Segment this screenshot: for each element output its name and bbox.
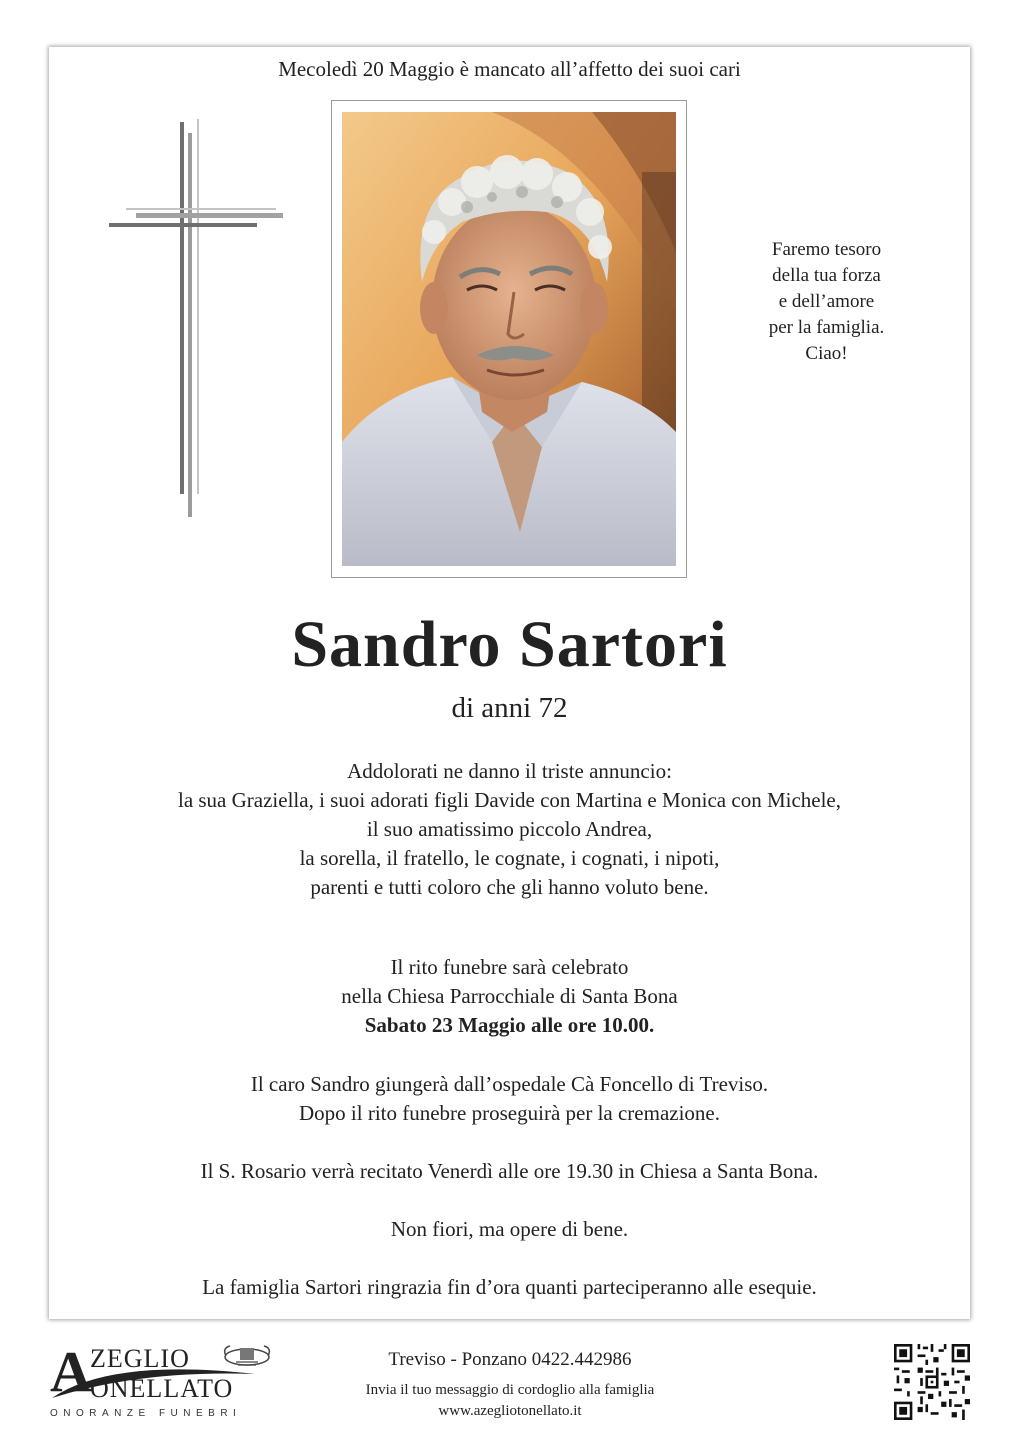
logo-subtitle: ONORANZE FUNEBRI — [50, 1408, 242, 1419]
funeral-location: nella Chiesa Parrocchiale di Santa Bona — [341, 984, 678, 1008]
memorial-quote — [739, 237, 914, 367]
deceased-age: di anni 72 — [451, 692, 568, 724]
logo-word-2: ONELLATO — [90, 1374, 234, 1403]
quote-line: Faremo tesoro — [771, 239, 882, 260]
flowers-text: Non fiori, ma opere di bene. — [390, 1217, 629, 1241]
obituary-sheet — [49, 47, 970, 1319]
quote-line: Ciao! — [805, 343, 848, 364]
quote-line: e dell’amore — [778, 291, 875, 312]
deceased-name: Sandro Sartori — [291, 608, 728, 681]
cross-icon — [109, 119, 284, 519]
portrait-photo — [342, 112, 676, 566]
portrait-frame — [331, 100, 687, 578]
coat-of-arms-icon — [218, 1342, 276, 1368]
mourners-line: parenti e tutti coloro che gli hanno voluto bene. — [310, 875, 709, 899]
funeral-paragraph — [49, 953, 970, 1040]
logo-initial: A — [50, 1339, 92, 1404]
quote-line: per la famiglia. — [768, 317, 885, 338]
thanks-text: La famiglia Sartori ringrazia fin d’ora quanti parteciperanno alle esequie. — [202, 1275, 817, 1299]
intro-text: Mecoledì 20 Maggio è mancato all’affetto dei suoi cari — [278, 57, 741, 81]
mourners-line: la sua Graziella, i suoi adorati figli Davide con Martina e Monica con Michele, — [177, 788, 842, 812]
arrival-line: Dopo il rito funebre proseguirà per la cremazione. — [299, 1101, 720, 1125]
qr-code-icon[interactable] — [894, 1344, 970, 1420]
quote-line: della tua forza — [772, 265, 881, 286]
arrival-line: Il caro Sandro giungerà dall’ospedale Cà Foncello di Treviso. — [250, 1072, 769, 1096]
logo-word-1: ZEGLIO — [90, 1344, 190, 1373]
mourners-line: la sorella, il fratello, le cognate, i cognati, i nipoti, — [299, 846, 720, 870]
mourners-line: Addolorati ne danno il triste annuncio: — [347, 759, 672, 783]
condolence-prompt: Invia il tuo messaggio di cordoglio alla famiglia — [365, 1382, 655, 1398]
mourners-line: il suo amatissimo piccolo Andrea, — [366, 817, 653, 841]
funeral-datetime: Sabato 23 Maggio alle ore 10.00. — [364, 1013, 655, 1037]
funeral-line: Il rito funebre sarà celebrato — [390, 955, 629, 979]
website-link[interactable]: www.azegliotonellato.it — [438, 1403, 582, 1419]
rosary-text: Il S. Rosario verrà recitato Venerdì alle ore 19.30 in Chiesa a Santa Bona. — [200, 1159, 819, 1183]
mourners-paragraph — [49, 757, 970, 902]
arrival-paragraph — [49, 1070, 970, 1128]
company-logo — [50, 1339, 280, 1422]
contact-phone: Treviso - Ponzano 0422.442986 — [388, 1349, 632, 1370]
